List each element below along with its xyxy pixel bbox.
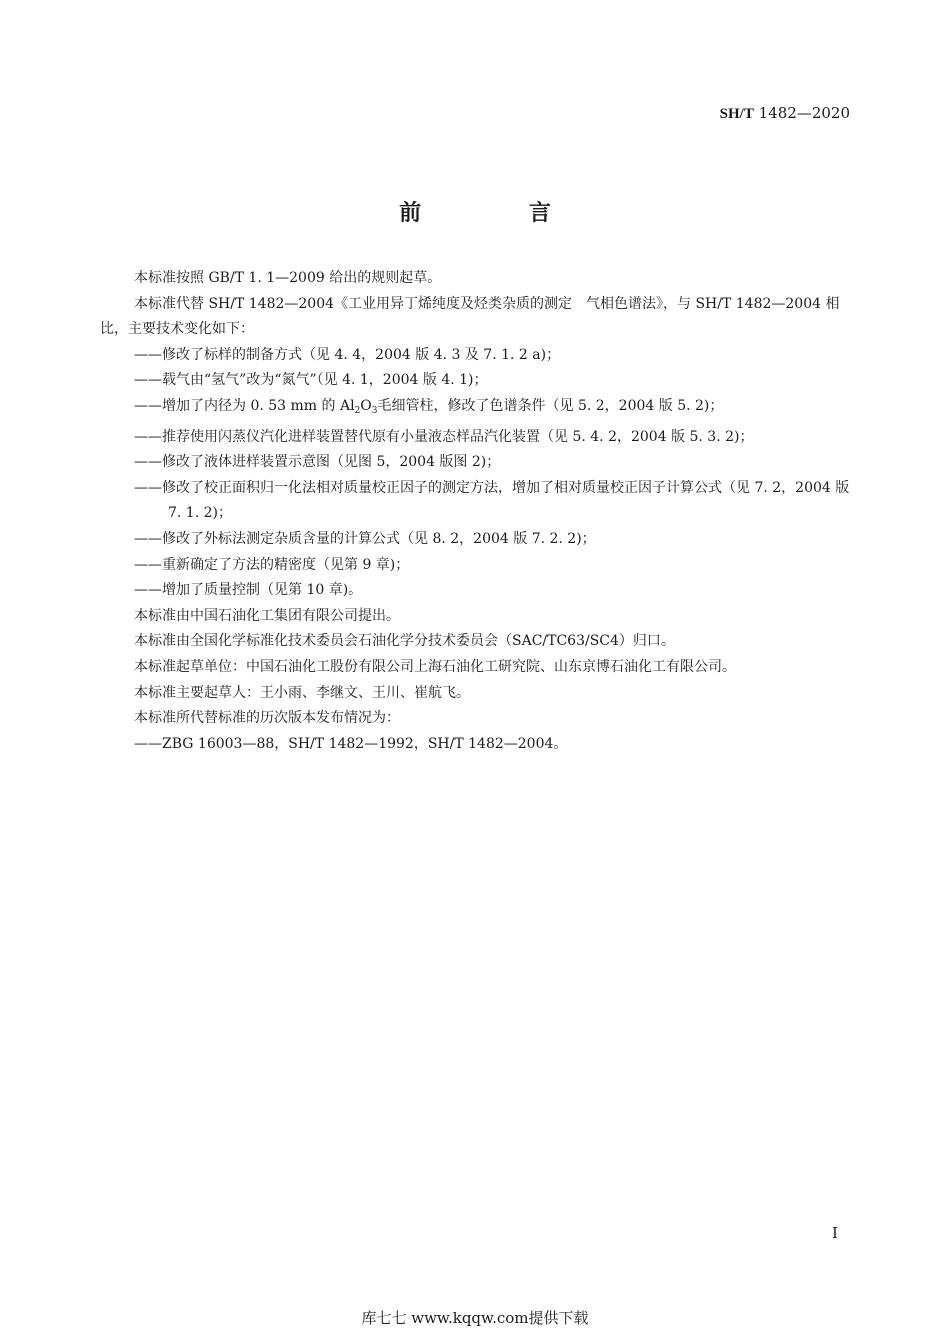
subscript: 2 <box>354 405 361 416</box>
standard-prefix: SH/T <box>719 106 754 122</box>
change-item: ——重新确定了方法的精密度（见第 9 章)； <box>134 556 410 573</box>
standard-number: 1482—2020 <box>758 104 850 122</box>
paragraph-proposer: 本标准由中国石油化工集团有限公司提出。 <box>134 607 400 624</box>
paragraph-drafters: 本标准主要起草人：王小雨、李继文、王川、崔航飞。 <box>134 684 470 701</box>
foreword-body <box>100 266 852 757</box>
paragraph-replaces: 本标准代替 SH/T 1482—2004《工业用异丁烯纯度及烃类杂质的测定 气相色谱法》，与 SH/T 1482—2004 相比，主要技术变化如下： <box>100 295 840 338</box>
standard-header <box>720 104 850 123</box>
history-item: ——ZBG 16003—88，SH/T 1482—1992，SH/T 1482—2004。 <box>134 735 568 752</box>
paragraph-history: 本标准所代替标准的历次版本发布情况为： <box>134 710 400 727</box>
change-item: ——修改了液体进样装置示意图（见图 5，2004 版图 2)； <box>134 454 501 471</box>
paragraph-drafting-rules: 本标准按照 GB/T 1. 1—2009 给出的规则起草。 <box>134 270 442 286</box>
paragraph-committee: 本标准由全国化学标准化技术委员会石油化学分技术委员会（SAC/TC63/SC4）归口。 <box>134 633 675 650</box>
change-item: ——增加了质量控制（见第 10 章)。 <box>134 582 363 599</box>
change-item-text: ——增加了内径为 0. 53 mm 的 Al <box>134 397 355 414</box>
page-title: 前 言 <box>399 200 601 226</box>
subscript: 3 <box>371 405 378 416</box>
change-item: ——修改了外标法测定杂质含量的计算公式（见 8. 2，2004 版 7. 2. 2)； <box>134 530 596 547</box>
change-item-text: O <box>360 397 372 414</box>
change-item: ——推荐使用闪蒸仪汽化进样装置替代原有小量液态样品汽化装置（见 5. 4. 2，2004 版 5. 3. 2)； <box>134 428 754 445</box>
change-item: ——修改了标样的制备方式（见 4. 4，2004 版 4. 3 及 7. 1. 2 a)； <box>134 346 561 363</box>
change-item: ——修改了校正面积归一化法相对质量校正因子的测定方法，增加了相对质量校正因子计算公式（见 7. 2，2004 版 7. 1. 2)； <box>134 479 850 522</box>
change-item <box>100 394 852 425</box>
page-number: I <box>832 1224 838 1242</box>
change-item-text: 毛细管柱，修改了色谱条件（见 5. 2，2004 版 5. 2)； <box>377 397 724 414</box>
paragraph-drafting-units: 本标准起草单位：中国石油化工股份有限公司上海石油化工研究院、山东京博石油化工有限公司。 <box>134 658 736 675</box>
change-item: ——载气由“氢气”改为“氮气”（见 4. 1，2004 版 4. 1)； <box>134 372 488 389</box>
download-footer: 库七七 www.kqqw.com提供下载 <box>361 1309 589 1327</box>
